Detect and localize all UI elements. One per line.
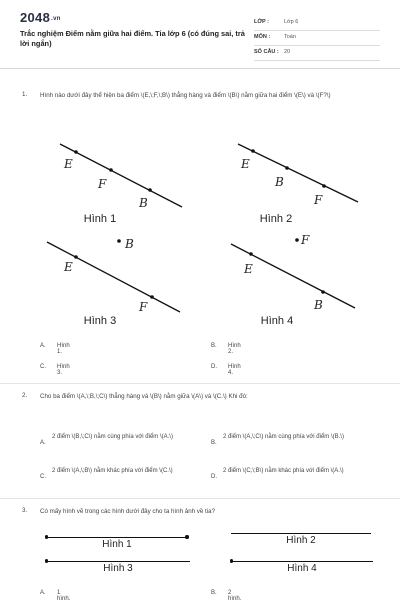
meta-value: 20 [284,49,291,55]
answer-letter: C. [40,364,46,370]
question-1-text: Hình nào dưới đây thể hiện ba điểm \(E,\;F,\;B\) thẳng hàng và điểm \(B\) nằm giữa hai điểm \(E\) và \(F?\) [40,92,331,99]
question-2-number: 2. [22,392,28,399]
figure-3-label-2: F [139,300,148,314]
figure-1-label-3: B [139,196,148,210]
figure-2-point-1 [251,149,255,153]
question-1-number: 1. [22,91,28,98]
figure-4-label-1: E [244,262,253,276]
document-header [0,0,400,62]
meta-key: MÔN : [254,34,271,40]
figure-2-line [238,144,358,202]
figure-4-label-off: F [301,233,310,247]
figure-4-point-1 [249,252,253,256]
figure-2-label-2: B [275,175,284,189]
question-divider [0,498,400,499]
answer-text: 2 điểm \(C,\;B\) nằm khác phía với điểm \(A.\) [223,468,344,474]
q3-figure-4-line [231,561,373,562]
q3-figure-1-line [46,537,188,538]
meta-value: Lớp 6 [284,19,299,25]
figure-1-line [60,144,182,207]
figure-2-label-1: E [241,157,250,171]
q3-figure-1-caption: Hình 1 [102,539,132,550]
figure-3-caption: Hình 3 [83,315,117,327]
site-logo[interactable] [20,10,61,25]
meta-row-subject [254,31,380,46]
q3-figure-4-caption: Hình 4 [287,563,317,574]
logo-text: 2048 [20,10,51,25]
answer-letter: D. [211,474,217,480]
figure-2-point-2 [285,166,289,170]
answer-letter: A. [40,343,46,349]
figure-1-label-1: E [64,157,73,171]
figure-3-label-off: B [125,237,134,251]
question-3-number: 3. [22,507,28,514]
figure-3-label-1: E [64,260,73,274]
answer-letter: A. [40,590,46,596]
figure-4-point-2 [321,290,325,294]
q3-figure-3-line [46,561,190,562]
answer-text: Hình 4. [228,364,241,376]
figure-3 [47,237,180,327]
question-1-figures [0,130,400,335]
answer-text: Hình 1. [57,343,70,355]
meta-value: Toán [284,34,296,40]
question-divider [0,383,400,384]
figure-4-point-off [295,238,299,242]
question-3-text: Có mấy hình vẽ trong các hình dưới đây cho ta hình ảnh về tia? [40,508,216,515]
answer-text: Hình 3. [57,364,70,376]
figure-3-point-1 [74,255,78,259]
answer-letter: B. [211,440,217,446]
document-title: Trắc nghiệm Điểm nằm giữa hai điểm. Tia lớp 6 (có đúng sai, trả lời ngắn) [20,29,245,48]
figure-3-point-2 [150,295,154,299]
q3-figure-2-caption: Hình 2 [286,535,316,546]
figure-3-line [47,242,180,312]
figure-2-label-3: F [314,193,323,207]
figure-2-point-3 [322,184,326,188]
figure-2 [238,144,358,225]
meta-key: LỚP : [254,19,269,25]
figure-1-point-1 [74,150,78,154]
answer-letter: C. [40,474,46,480]
answer-text: 2 điểm \(B,\;C\) nằm cùng phía với điểm \(A.\) [52,434,173,440]
figure-2-caption: Hình 2 [259,213,293,225]
answer-letter: B. [211,590,217,596]
answer-letter: B. [211,343,217,349]
logo-suffix: .vn [51,15,61,22]
figure-4-label-2: B [314,298,323,312]
q3-figure-3-caption: Hình 3 [103,563,133,574]
figure-4-caption: Hình 4 [260,315,294,327]
figure-1-point-2 [109,168,113,172]
answer-text: 2 điểm \(A,\;C\) nằm cùng phía với điểm \(B.\) [223,434,344,440]
answer-text: 2 hình. [228,590,242,602]
meta-key: SỐ CÂU : [254,49,279,55]
figure-4 [231,233,355,327]
answer-text: Hình 2. [228,343,241,355]
answer-text: 2 điểm \(A,\;B\) nằm khác phía với điểm \(C.\) [52,468,173,474]
header-divider [0,68,400,69]
figure-1-label-2: F [98,177,107,191]
answer-letter: A. [40,440,46,446]
q3-figure-2-line [231,533,371,534]
meta-row-count [254,46,380,61]
answer-text: 1 hình. [57,590,71,602]
figure-1 [60,144,182,225]
figure-1-point-3 [148,188,152,192]
answer-letter: D. [211,364,217,370]
figure-1-caption: Hình 1 [83,213,117,225]
meta-row-grade [254,16,380,31]
figure-3-point-off [117,239,121,243]
question-2-text: Cho ba điểm \(A,\;B,\;C\) thẳng hàng và \(B\) nằm giữa \(A\) và \(C.\) Khi đó: [40,393,248,400]
